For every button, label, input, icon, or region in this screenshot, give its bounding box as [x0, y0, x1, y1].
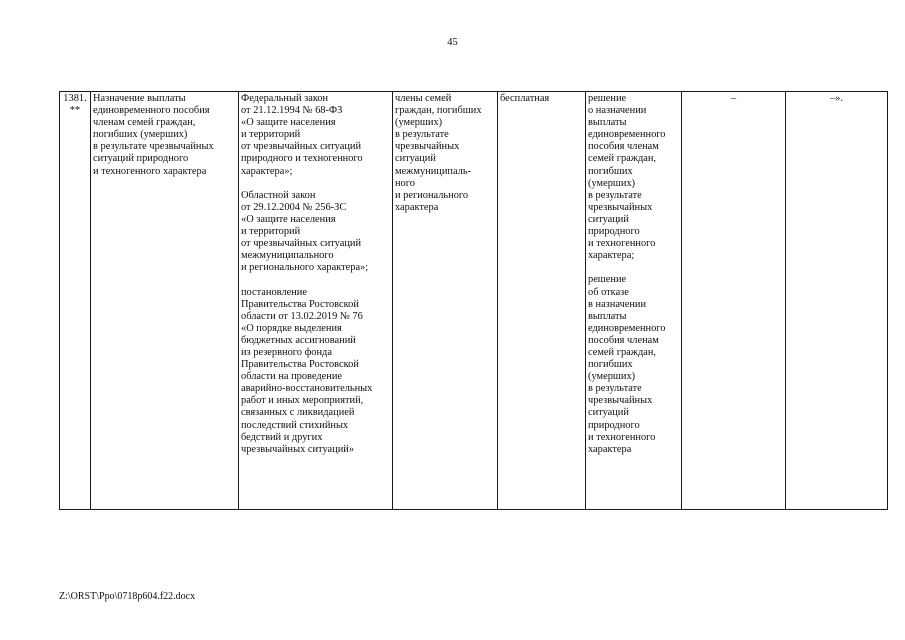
file-path: Z:\ORST\Ppo\0718p604.f22.docx: [59, 591, 196, 602]
column-7-cell: –: [682, 92, 786, 510]
result-cell: решение о назначении выплаты единовременного пособия членам семей граждан, погибших (умерших) в результате чрезвычайных ситуаций природного и техногенного характера; решение об отказе в назначении выплаты единовременного пособия членам семей граждан, погибших (умерших) в результате чрезвычайных ситуаций природного и техногенного характера: [586, 92, 682, 510]
service-name-cell: Назначение выплаты единовременного пособия членам семей граждан, погибших (умерших) в результате чрезвычайных ситуаций природного и техногенного характера: [91, 92, 239, 510]
cost-cell: бесплатная: [498, 92, 586, 510]
recipients-cell: члены семей граждан, погибших (умерших) в результате чрезвычайных ситуаций межмуниципаль- ного и регионального характера: [393, 92, 498, 510]
row-number-cell: 1381. **: [60, 92, 91, 510]
services-table: [59, 91, 888, 510]
column-8-cell: –».: [786, 92, 888, 510]
table-row: [60, 92, 888, 510]
legal-basis-cell: Федеральный закон от 21.12.1994 № 68-ФЗ «О защите населения и территорий от чрезвычайных ситуаций природного и техногенного характера»; Областной закон от 29.12.2004 № 256-ЗС «О защите населения и территорий от чрезвычайных ситуаций межмуниципального и регионального характера»; постановление Правительства Ростовской области от 13.02.2019 № 76 «О порядке выделения бюджетных ассигнований из резервного фонда Правительства Ростовской области на проведение аварийно-восстановительных работ и иных мероприятий, связанных с ликвидацией последствий стихийных бедствий и других чрезвычайных ситуаций»: [239, 92, 393, 510]
page-number: 45: [447, 37, 458, 48]
